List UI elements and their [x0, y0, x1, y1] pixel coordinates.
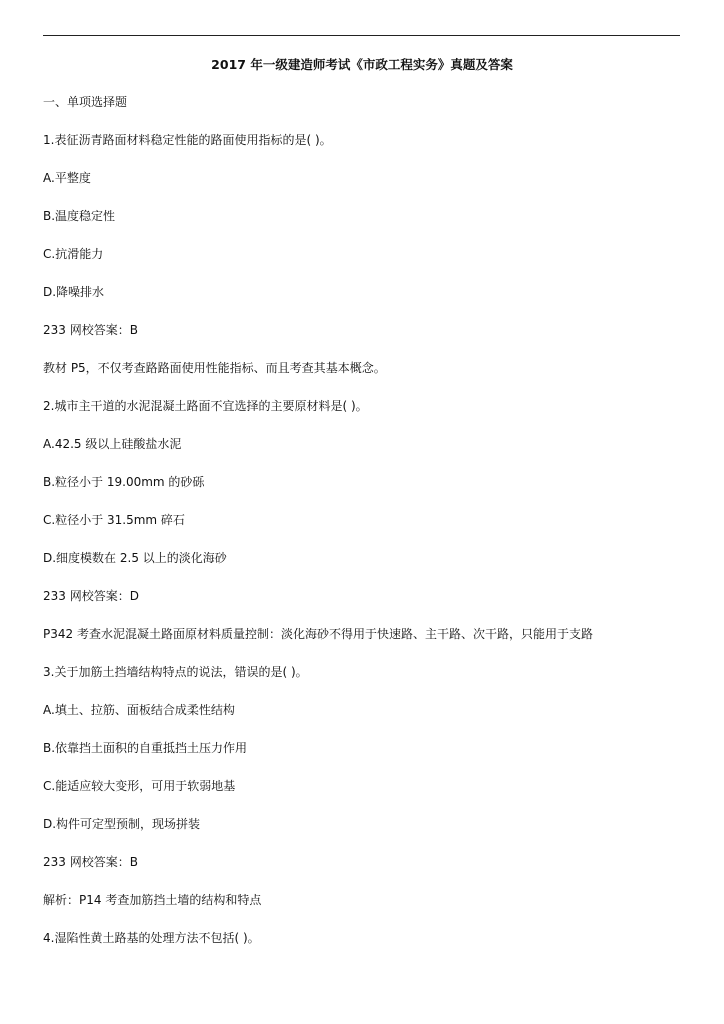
- q3-option-a: A.填土、拉筋、面板结合成柔性结构: [43, 703, 235, 717]
- q4-stem: 4.湿陷性黄土路基的处理方法不包括( )。: [43, 931, 260, 945]
- q2-option-a: A.42.5 级以上硅酸盐水泥: [43, 437, 182, 451]
- q3-explanation: 解析：P14 考查加筋挡土墙的结构和特点: [43, 893, 262, 907]
- q1-stem: 1.表征沥青路面材料稳定性能的路面使用指标的是( )。: [43, 133, 332, 147]
- q3-stem: 3.关于加筋土挡墙结构特点的说法，错误的是( )。: [43, 665, 308, 679]
- q1-option-b: B.温度稳定性: [43, 209, 116, 223]
- q3-answer: 233 网校答案：B: [43, 855, 138, 869]
- q1-answer: 233 网校答案：B: [43, 323, 138, 337]
- q2-option-c: C.粒径小于 31.5mm 碎石: [43, 513, 185, 527]
- q2-option-b: B.粒径小于 19.00mm 的砂砾: [43, 475, 205, 489]
- q1-option-c: C.抗滑能力: [43, 247, 104, 261]
- q3-option-d: D.构件可定型预制，现场拼装: [43, 817, 201, 831]
- q1-option-a: A.平整度: [43, 171, 91, 185]
- document-title: 2017 年一级建造师考试《市政工程实务》真题及答案: [211, 57, 513, 72]
- q2-explanation: P342 考查水泥混凝土路面原材料质量控制：淡化海砂不得用于快速路、主干路、次干路，只能用于支路: [43, 627, 593, 641]
- q2-answer: 233 网校答案：D: [43, 589, 139, 603]
- section-heading: 一、单项选择题: [43, 95, 128, 109]
- header-rule: [43, 35, 680, 36]
- q3-option-c: C.能适应较大变形，可用于软弱地基: [43, 779, 236, 793]
- q1-explanation: 教材 P5，不仅考查路路面使用性能指标、而且考查其基本概念。: [43, 361, 386, 375]
- q3-option-b: B.依靠挡土面积的自重抵挡土压力作用: [43, 741, 248, 755]
- q1-option-d: D.降噪排水: [43, 285, 105, 299]
- q2-option-d: D.细度模数在 2.5 以上的淡化海砂: [43, 551, 227, 565]
- q2-stem: 2.城市主干道的水泥混凝土路面不宜选择的主要原材料是( )。: [43, 399, 368, 413]
